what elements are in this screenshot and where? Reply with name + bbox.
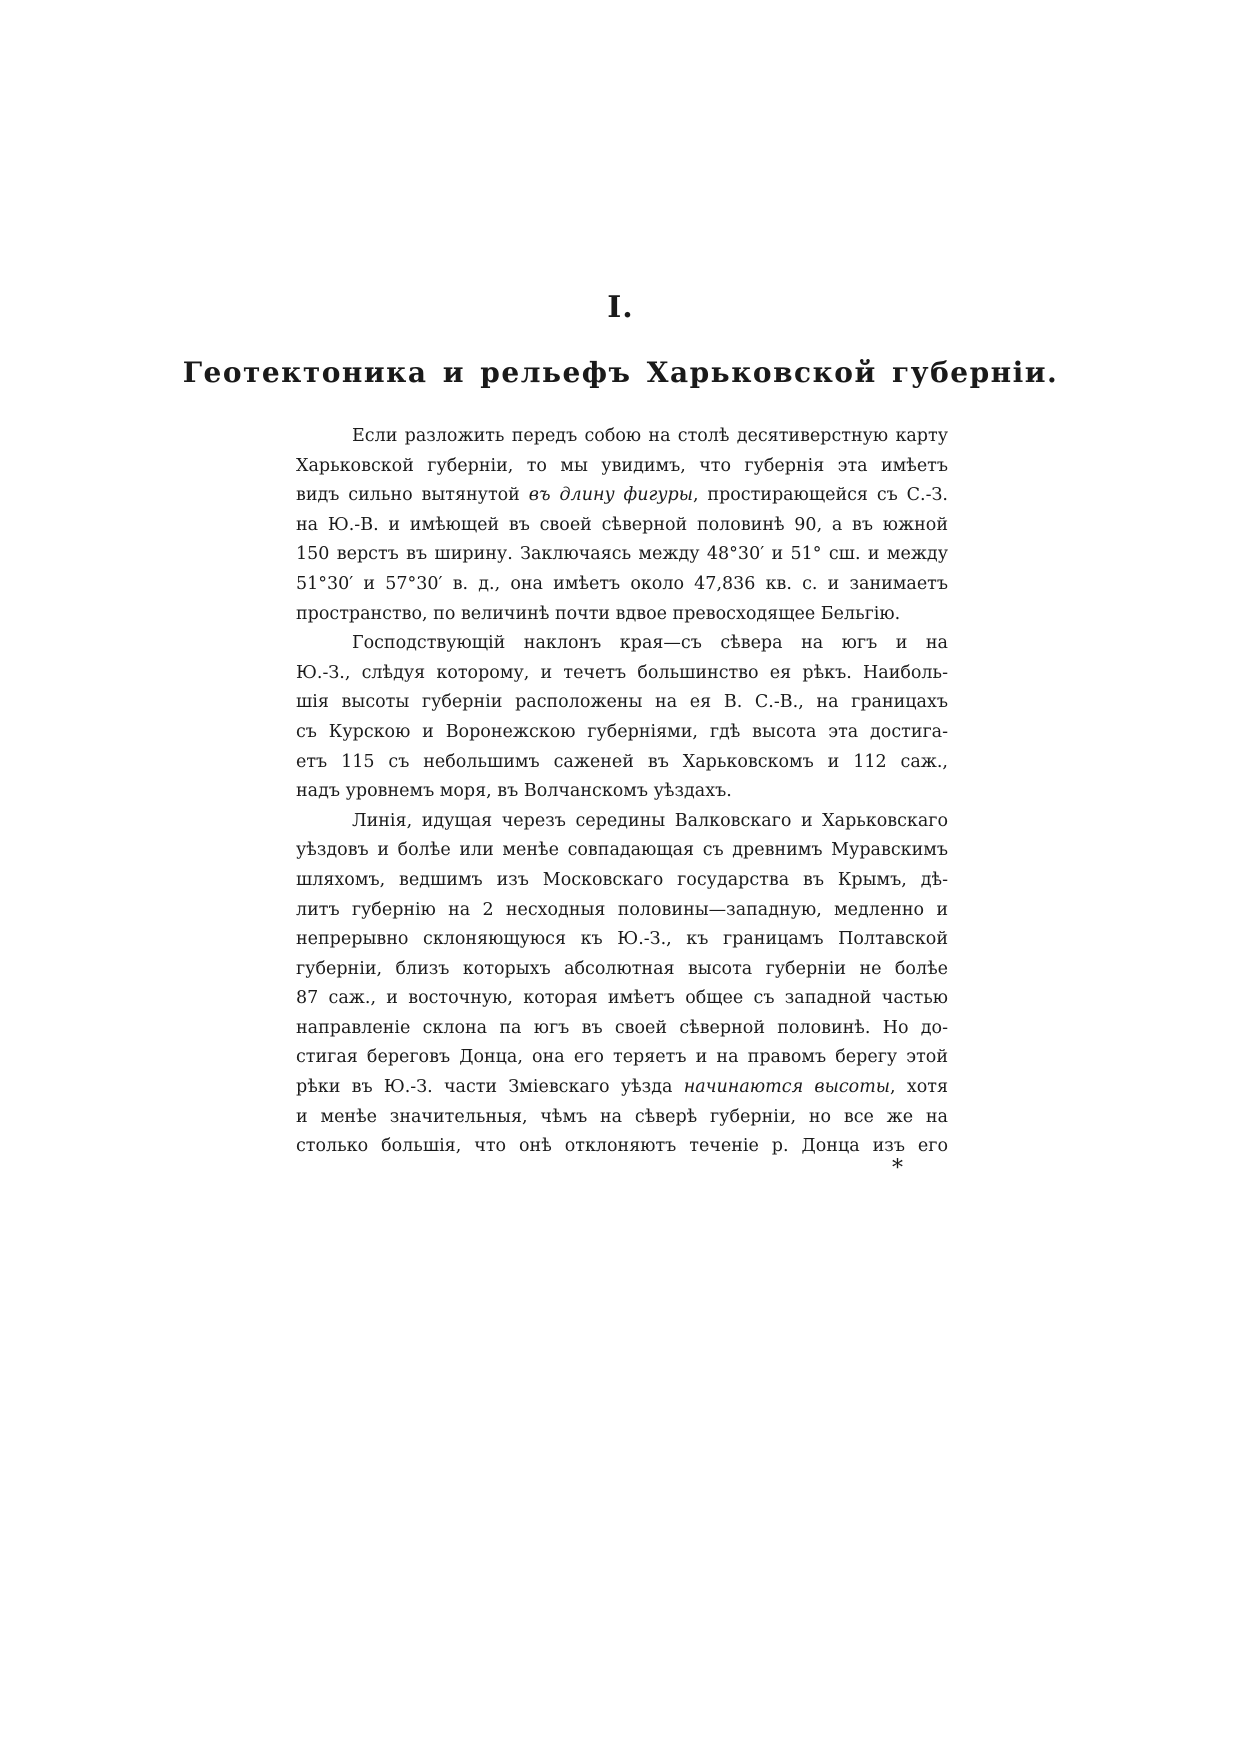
text-line: губерніи, близъ которыхъ абсолютная высота губерніи не болѣе	[296, 958, 948, 979]
text-line: и менѣе значительныя, чѣмъ на сѣверѣ губерніи, но все же на	[296, 1106, 948, 1127]
text-line: Если разложить передъ собою на столѣ десятиверстную карту	[352, 426, 948, 446]
italic-phrase: въ длину фигуры	[528, 485, 693, 506]
text-line: 150 верстъ въ ширину. Заключаясь между 48°30′ и 51° сш. и между	[296, 544, 948, 565]
text-line: етъ 115 съ небольшимъ саженей въ Харьковскомъ и 112 саж.,	[296, 751, 948, 772]
text-line: шляхомъ, ведшимъ изъ Московскаго государства въ Крымъ, дѣ-	[296, 869, 948, 890]
text-line: 87 саж., и восточную, которая имѣетъ общее съ западной частью	[296, 988, 948, 1009]
text-line	[296, 1073, 948, 1103]
chapter-title: Геотектоника и рельефъ Харьковской губерніи.	[182, 356, 1059, 389]
text-line: Линія, идущая черезъ середины Валковскаго и Харьковскаго	[352, 810, 948, 831]
text-line: уѣздовъ и болѣе или менѣе совпадающая съ древнимъ Муравскимъ	[296, 840, 948, 861]
body-text	[296, 422, 948, 1162]
text-run: видъ сильно вытянутой	[296, 485, 529, 506]
text-line: Господствующій наклонъ края—съ сѣвера на югъ и на	[352, 633, 948, 654]
chapter-number: I.	[607, 290, 634, 325]
text-line: литъ губернію на 2 несходныя половины—западную, медленно и	[296, 899, 948, 920]
text-line: пространство, по величинѣ почти вдвое превосходящее Бельгію.	[296, 603, 901, 624]
italic-phrase: начинаются высоты	[683, 1077, 891, 1098]
text-run: , простирающейся съ С.-З.	[692, 485, 948, 506]
text-line: Харьковской губерніи, то мы увидимъ, что губернія эта имѣетъ	[296, 455, 948, 476]
text-line: непрерывно склоняющуюся къ Ю.-З., къ границамъ Полтавской	[296, 929, 948, 950]
signature-mark: *	[892, 1156, 903, 1181]
text-line: стигая береговъ Донца, она его теряетъ и на правомъ берегу этой	[296, 1047, 948, 1068]
text-line: 51°30′ и 57°30′ в. д., она имѣетъ около 47,836 кв. с. и занимаетъ	[296, 573, 948, 594]
text-line: съ Курскою и Воронежскою губерніями, гдѣ высота эта достига-	[296, 721, 948, 742]
text-line: надъ уровнемъ моря, въ Волчанскомъ уѣздахъ.	[296, 781, 732, 802]
text-line: на Ю.-В. и имѣющей въ своей сѣверной половинѣ 90, а въ южной	[296, 514, 948, 535]
text-run: , хотя	[890, 1077, 948, 1098]
text-line: Ю.-З., слѣдуя которому, и течетъ большинство ея рѣкъ. Наиболь-	[296, 662, 948, 683]
text-line	[296, 481, 948, 511]
text-run: рѣки въ Ю.-З. части Зміевскаго уѣзда	[296, 1077, 684, 1098]
text-line: шія высоты губерніи расположены на ея В. С.-В., на границахъ	[296, 692, 948, 713]
text-line: столько большія, что онѣ отклоняютъ теченіе р. Донца изъ его	[296, 1136, 948, 1157]
text-line: направленіе склона па югъ въ своей сѣверной половинѣ. Но до-	[296, 1017, 948, 1038]
